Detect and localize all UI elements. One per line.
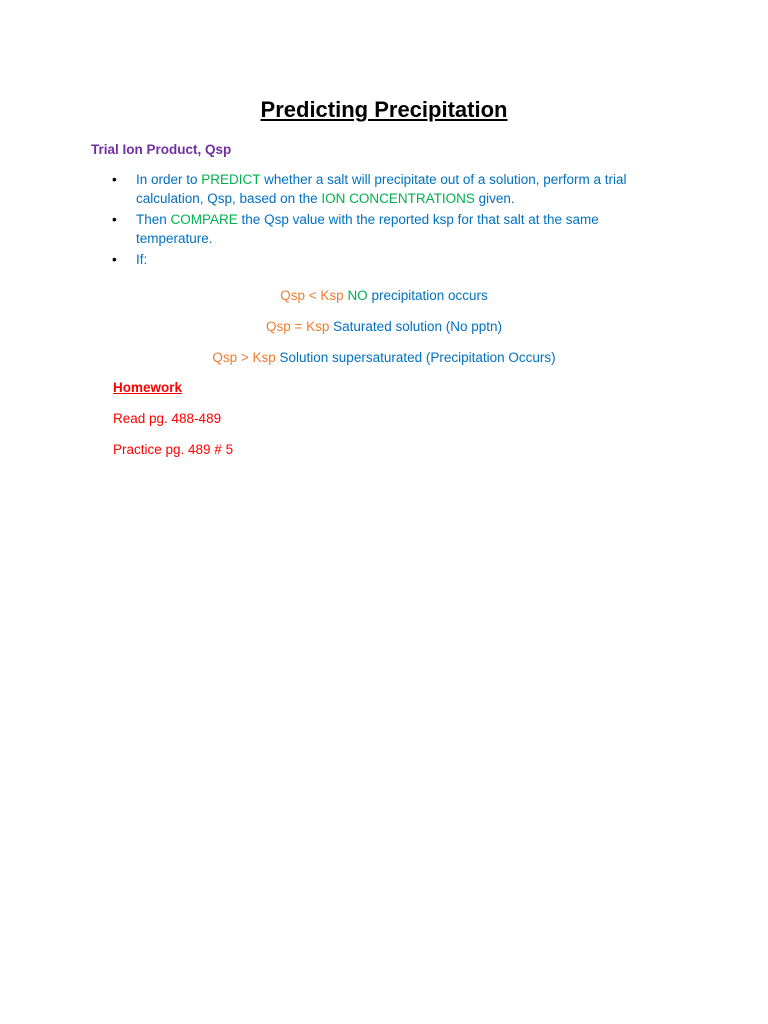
bullet-item-predict	[112, 170, 657, 208]
condition-less-than	[0, 286, 768, 305]
page-title: Predicting Precipitation	[260, 97, 508, 122]
bullet-text: given.	[474, 191, 515, 206]
condition-result: precipitation occurs	[367, 288, 488, 303]
homework-practice: Practice pg. 489 # 5	[113, 442, 234, 457]
bullet-text: whether a salt will precipitate out of a solution, perform a trial calculation, Qsp, based on the	[136, 172, 627, 206]
keyword-compare: COMPARE	[170, 212, 238, 227]
homework-reading: Read pg. 488-489	[113, 411, 222, 426]
bullet-text: In order to	[136, 172, 202, 187]
bullet-text: the Qsp value with the reported ksp for that salt at the same temperature.	[136, 212, 599, 246]
homework-heading: Homework	[113, 380, 183, 395]
section-heading: Trial Ion Product, Qsp	[91, 142, 232, 157]
condition-equal	[0, 317, 768, 336]
bullet-list	[112, 170, 657, 271]
bullet-icon: •	[112, 212, 117, 227]
condition-relation: Qsp = Ksp	[265, 319, 330, 334]
condition-greater-than	[0, 348, 768, 367]
bullet-icon: •	[112, 172, 117, 187]
keyword-no: NO	[347, 288, 368, 303]
condition-result: Solution supersaturated (Precipitation Occurs)	[279, 350, 556, 365]
bullet-text: If:	[136, 252, 148, 267]
keyword-predict: PREDICT	[201, 172, 261, 187]
bullet-item-if	[112, 250, 657, 269]
condition-relation: Qsp > Ksp	[212, 350, 276, 365]
condition-relation: Qsp < Ksp	[280, 288, 344, 303]
bullet-icon: •	[112, 252, 117, 267]
condition-result: Saturated solution (No pptn)	[333, 319, 503, 334]
bullet-item-compare	[112, 210, 657, 248]
bullet-text: Then	[136, 212, 171, 227]
keyword-ion-concentrations: ION CONCENTRATIONS	[321, 191, 475, 206]
